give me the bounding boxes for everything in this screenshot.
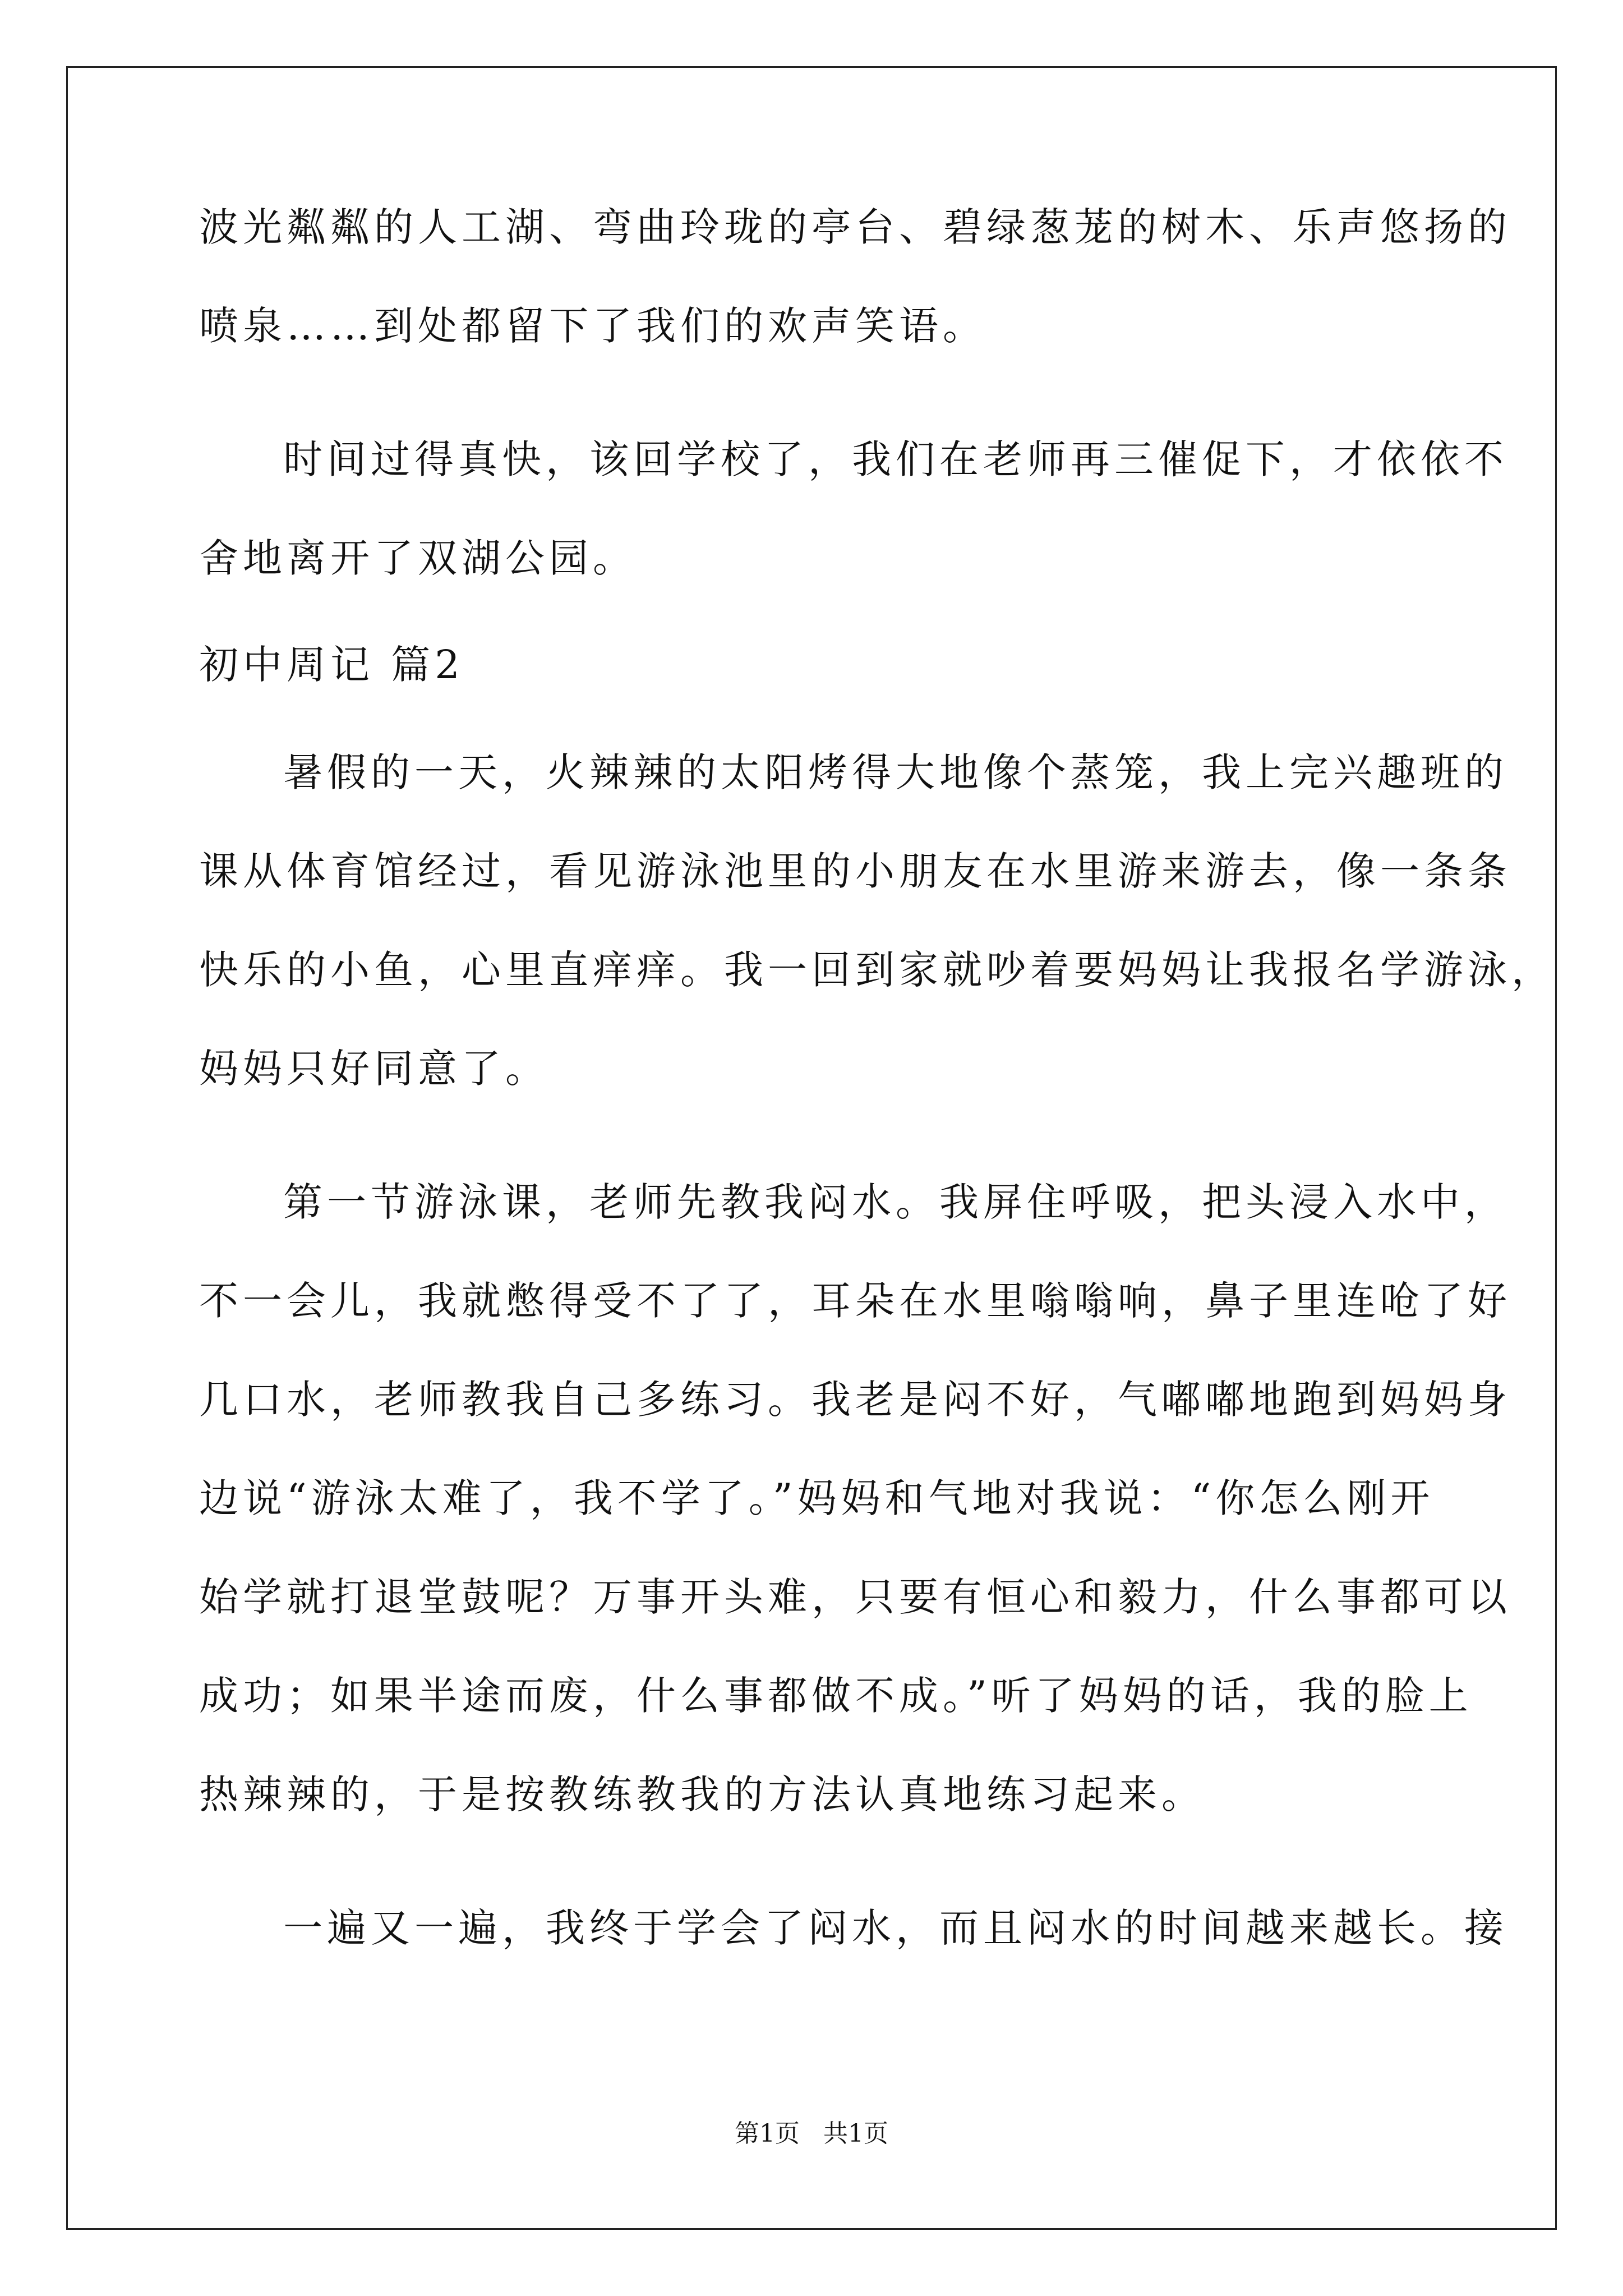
text-line: 舍地离开了双湖公园。 (199, 535, 637, 581)
text-line: 妈妈只好同意了。 (199, 1046, 549, 1092)
text-line: 波光粼粼的人工湖、弯曲玲珑的亭台、碧绿葱茏的树木、乐声悠扬的 (199, 204, 1511, 250)
text-line: 热辣辣的，于是按教练教我的方法认真地练习起来。 (199, 1772, 1205, 1818)
page-total: 共1页 (823, 2119, 888, 2148)
text-line: 暑假的一天，火辣辣的太阳烤得大地像个蒸笼，我上完兴趣班的 (283, 749, 1508, 795)
text-line: 快乐的小鱼，心里直痒痒。我一回到家就吵着要妈妈让我报名学游泳， (199, 947, 1555, 993)
text-line: 时间过得真快，该回学校了，我们在老师再三催促下，才依依不 (283, 436, 1508, 482)
text-line: 边说“游泳太难了，我不学了。”妈妈和气地对我说：“你怎么刚开 (199, 1475, 1435, 1521)
section-heading: 初中周记 篇2 (199, 642, 464, 688)
text-line: 不一会儿，我就憋得受不了了，耳朵在水里嗡嗡响，鼻子里连呛了好 (199, 1278, 1511, 1324)
text-line: 成功；如果半途而废，什么事都做不成。”听了妈妈的话，我的脸上 (199, 1673, 1473, 1719)
document-body (199, 204, 1555, 1951)
text-line: 课从体育馆经过，看见游泳池里的小朋友在水里游来游去，像一条条 (199, 848, 1511, 894)
page-number: 第1页 (735, 2119, 800, 2148)
text-line: 几口水，老师教我自己多练习。我老是闷不好，气嘟嘟地跑到妈妈身 (199, 1377, 1511, 1423)
text-line: 始学就打退堂鼓呢？万事开头难，只要有恒心和毅力，什么事都可以 (199, 1574, 1511, 1620)
text-line: 第一节游泳课，老师先教我闷水。我屏住呼吸，把头浸入水中， (283, 1179, 1508, 1225)
text-line: 喷泉……到处都留下了我们的欢声笑语。 (199, 303, 986, 349)
text-line: 一遍又一遍，我终于学会了闷水，而且闷水的时间越来越长。接 (283, 1905, 1508, 1951)
page-footer (0, 2119, 1623, 2148)
